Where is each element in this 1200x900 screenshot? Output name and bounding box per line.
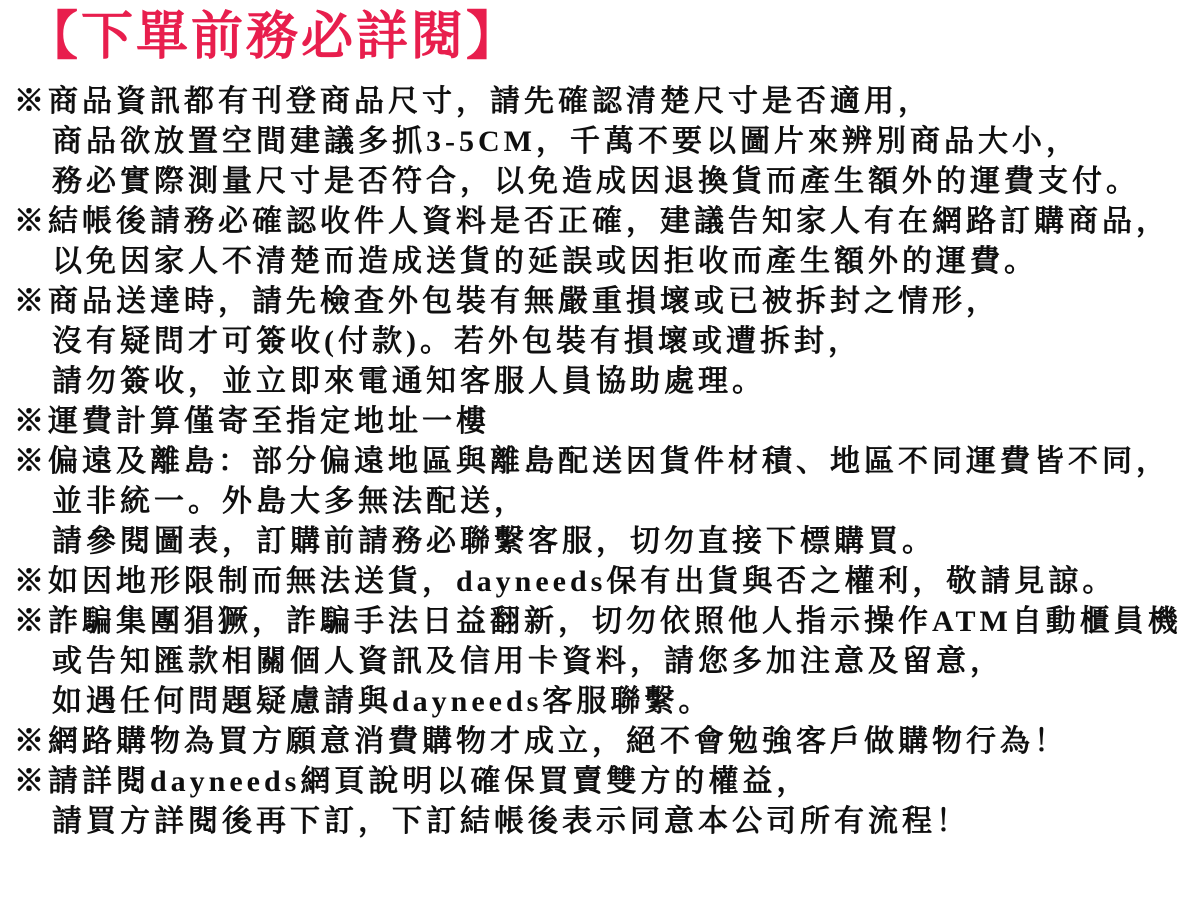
- notice-line: 請勿簽收，並立即來電通知客服人員協助處理。: [52, 365, 766, 398]
- notice-list: [14, 82, 1192, 842]
- notice-line: 請買方詳閱後再下訂，下訂結帳後表示同意本公司所有流程！: [52, 805, 970, 838]
- notice-line: ※網路購物為買方願意消費購物才成立，絕不會勉強客戶做購物行為！: [14, 725, 1068, 758]
- notice-line: ※偏遠及離島：部分偏遠地區與離島配送因貨件材積、地區不同運費皆不同，: [14, 445, 1170, 478]
- notice-line: 務必實際測量尺寸是否符合，以免造成因退換貨而產生額外的運費支付。: [52, 165, 1140, 198]
- notice-line: ※商品送達時，請先檢查外包裝有無嚴重損壞或已被拆封之情形，: [14, 285, 1000, 318]
- notice-line: ※結帳後請務必確認收件人資料是否正確，建議告知家人有在網路訂購商品，: [14, 205, 1170, 238]
- notice-line: 以免因家人不清楚而造成送貨的延誤或因拒收而產生額外的運費。: [52, 245, 1038, 278]
- notice-line: 請參閱圖表，訂購前請務必聯繫客服，切勿直接下標購買。: [52, 525, 936, 558]
- notice-line: 或告知匯款相關個人資訊及信用卡資料，請您多加注意及留意，: [52, 645, 1004, 678]
- notice-line: 沒有疑問才可簽收(付款)。若外包裝有損壞或遭拆封，: [52, 325, 862, 358]
- notice-line: 並非統一。外島大多無法配送，: [52, 485, 528, 518]
- notice-line: 如遇任何問題疑慮請與dayneeds客服聯繫。: [52, 685, 713, 718]
- notice-line: ※如因地形限制而無法送貨，dayneeds保有出貨與否之權利，敬請見諒。: [14, 565, 1117, 598]
- notice-line: ※運費計算僅寄至指定地址一樓: [14, 405, 490, 438]
- notice-line: ※詐騙集團猖獗，詐騙手法日益翻新，切勿依照他人指示操作ATM自動櫃員機: [14, 605, 1182, 638]
- page-title: 【下單前務必詳閱】: [26, 8, 522, 66]
- notice-line: ※商品資訊都有刊登商品尺寸，請先確認清楚尺寸是否適用，: [14, 85, 932, 118]
- notice-line: ※請詳閱dayneeds網頁說明以確保買賣雙方的權益，: [14, 765, 811, 798]
- notice-line: 商品欲放置空間建議多抓3-5CM，千萬不要以圖片來辨別商品大小，: [52, 125, 1080, 158]
